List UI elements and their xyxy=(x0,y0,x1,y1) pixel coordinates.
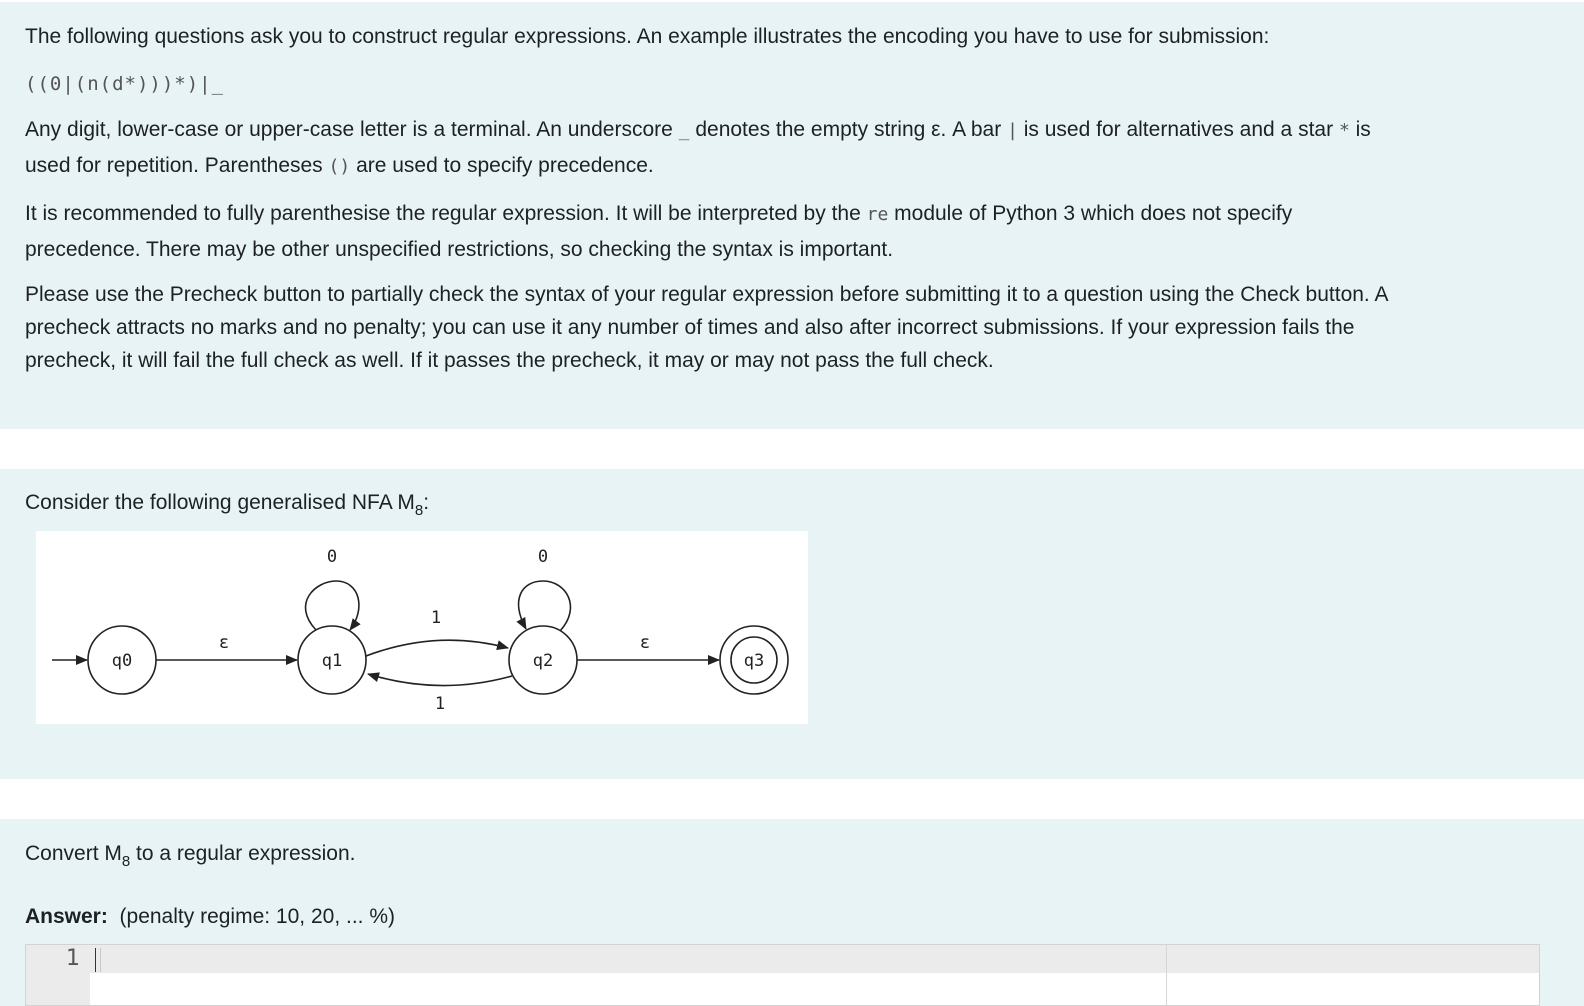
text-cursor xyxy=(95,948,96,972)
intro-paragraph-2: Any digit, lower-case or upper-case letter is a terminal. An underscore _ denotes the empty string ε. A bar | is used for alternatives and a star * is xyxy=(25,118,1371,141)
nfa-diagram xyxy=(36,531,808,724)
editor-print-margin xyxy=(1166,945,1167,1006)
state-label-q1: q1 xyxy=(321,651,343,671)
edge-q2-q1 xyxy=(368,674,512,686)
state-label-q2: q2 xyxy=(532,651,554,671)
edge-q2-loop xyxy=(519,581,571,631)
edge-label-q1-q2: 1 xyxy=(430,608,442,628)
editor-active-line[interactable] xyxy=(90,945,1539,973)
answer-editor[interactable] xyxy=(25,944,1540,1006)
intro-paragraph-4: Please use the Precheck button to partially check the syntax of your regular expression before submitting it to a question using the Check button. A xyxy=(25,283,1389,306)
question-panel xyxy=(0,819,1584,1006)
edge-label-q2-loop: 0 xyxy=(537,547,549,567)
penalty-regime: (penalty regime: 10, 20, ... %) xyxy=(119,905,395,928)
nfa-panel xyxy=(0,469,1584,779)
line-number-gutter xyxy=(26,945,90,1006)
instructions-panel xyxy=(0,2,1584,429)
intro-paragraph-4-line-3: precheck, it will fail the full check as well. If it passes the precheck, it may or may not pass the full check. xyxy=(25,349,994,372)
nfa-heading: Consider the following generalised NFA $M_8$: xyxy=(25,491,430,519)
question-prompt: Convert $M_8$ to a regular expression. xyxy=(25,842,356,870)
example-code: ((0|(n(d*)))*)|_ xyxy=(25,73,225,95)
edge-label-q2-q1: 1 xyxy=(434,694,446,714)
edge-label-q1-loop: 0 xyxy=(326,547,338,567)
intro-paragraph-1: The following questions ask you to construct regular expressions. An example illustrates the encoding you have to use for submission: xyxy=(25,25,1270,48)
text-cursor-shadow xyxy=(100,948,101,972)
nfa-svg xyxy=(36,531,808,724)
edge-label-q2-q3: ε xyxy=(639,633,651,653)
intro-paragraph-4-line-2: precheck attracts no marks and no penalty; you can use it any number of times and also after incorrect submissions. If your expression fails the xyxy=(25,316,1355,339)
answer-label: Answer: (penalty regime: 10, 20, ... %) xyxy=(25,905,395,928)
intro-paragraph-3: It is recommended to fully parenthesise the regular expression. It will be interpreted by the re module of Python 3 which does not specify xyxy=(25,202,1293,225)
state-label-q0: q0 xyxy=(111,651,133,671)
intro-paragraph-2-line-2: used for repetition. Parentheses () are used to specify precedence. xyxy=(25,154,654,177)
line-number: 1 xyxy=(66,946,80,971)
edge-q1-loop xyxy=(306,581,359,630)
intro-paragraph-3-line-2: precedence. There may be other unspecified restrictions, so checking the syntax is important. xyxy=(25,238,894,261)
edge-q1-q2 xyxy=(366,640,508,656)
edge-label-q0-q1: ε xyxy=(218,633,230,653)
state-label-q3: q3 xyxy=(743,651,765,671)
